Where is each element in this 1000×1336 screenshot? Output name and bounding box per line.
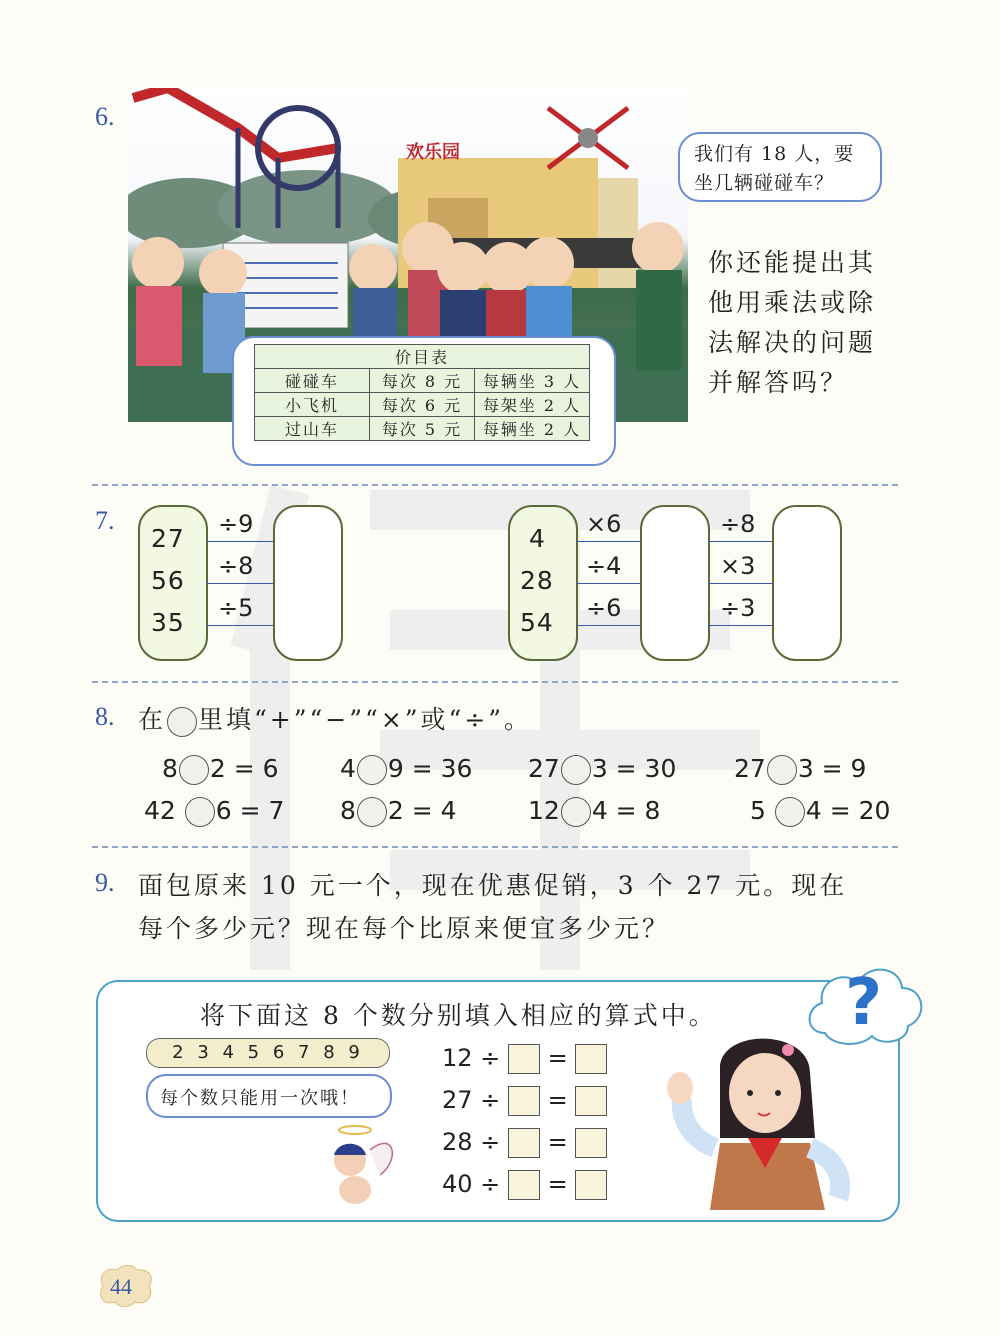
ride-capacity: 每辆坐 3 人 [475, 369, 590, 393]
question-mark: ? [845, 966, 883, 1040]
operation: ÷3 [720, 594, 756, 622]
divider [92, 484, 898, 486]
division-equation: 28 ÷ = [442, 1128, 607, 1158]
tip-text: 每个数只能用一次哦！ [160, 1088, 360, 1109]
page-number: 44 [110, 1274, 132, 1299]
speech-bubble [678, 132, 882, 202]
q6-line-2: 他用乘法或除 [708, 288, 877, 317]
answer-box[interactable] [575, 1086, 607, 1116]
question-9-line-1: 面包原来 10 元一个，现在优惠促销，3 个 27 元。现在 [138, 871, 848, 900]
number: 27 [151, 524, 185, 553]
q6-line-3: 法解决的问题 [708, 328, 877, 357]
answer-box[interactable] [508, 1128, 540, 1158]
question-9-number: 9. [95, 868, 115, 897]
division-equation: 12 ÷ = [442, 1044, 607, 1074]
equation: 4 9 = 36 [340, 754, 473, 783]
equation: 42 6 = 7 [144, 796, 285, 825]
equation: 5 4 = 20 [750, 796, 891, 825]
park-sign-text: 欢乐园 [406, 142, 460, 163]
puzzle-title: 将下面这 8 个数分别填入相应的算式中。 [200, 1001, 717, 1030]
table-row [255, 369, 590, 393]
operation: ÷4 [586, 552, 622, 580]
girl-waving-icon [660, 1028, 850, 1210]
ride-capacity: 每架坐 2 人 [475, 393, 590, 417]
table-row [255, 417, 590, 441]
operator-circle[interactable] [561, 797, 591, 827]
operation: ÷8 [720, 510, 756, 538]
tip-bubble [146, 1074, 392, 1118]
prompt-start: 在 [138, 705, 167, 734]
equation: 27 3 = 9 [734, 754, 867, 783]
q6-line-4: 并解答吗？ [708, 368, 849, 397]
divider [92, 681, 898, 683]
equation: 27 3 = 30 [528, 754, 677, 783]
answer-box[interactable] [575, 1128, 607, 1158]
operator-circle[interactable] [767, 755, 797, 785]
answer-oval[interactable] [640, 505, 710, 661]
operation: ×6 [586, 510, 622, 538]
ride-name: 小飞机 [255, 393, 370, 417]
answer-box[interactable] [508, 1086, 540, 1116]
answer-oval[interactable] [273, 505, 343, 661]
answer-oval[interactable] [772, 505, 842, 661]
operator-circle[interactable] [185, 797, 215, 827]
question-8-prompt [138, 700, 532, 737]
number: 56 [151, 566, 185, 595]
operation: ÷5 [218, 594, 254, 622]
answer-box[interactable] [508, 1044, 540, 1074]
operation: ×3 [720, 552, 756, 580]
ride-price: 每次 5 元 [370, 417, 475, 441]
prompt-end: 里填“+”“−”“×”或“÷”。 [198, 705, 533, 734]
answer-box[interactable] [575, 1044, 607, 1074]
number: 54 [520, 608, 554, 637]
operator-circle[interactable] [775, 797, 805, 827]
ride-price: 每次 8 元 [370, 369, 475, 393]
circle-sample [167, 707, 197, 737]
equation: 8 2 = 6 [162, 754, 279, 783]
price-table [254, 344, 590, 441]
bubble-line-2: 坐几辆碰碰车？ [694, 172, 835, 194]
question-6-text [708, 243, 876, 403]
operation: ÷8 [218, 552, 254, 580]
operator-circle[interactable] [357, 755, 387, 785]
answer-box[interactable] [575, 1170, 607, 1200]
price-table-title: 价目表 [255, 345, 590, 369]
ride-name: 碰碰车 [255, 369, 370, 393]
number: 28 [520, 566, 554, 595]
division-equation: 27 ÷ = [442, 1086, 607, 1116]
question-8-number: 8. [95, 702, 115, 731]
number: 4 [529, 524, 546, 553]
number: 35 [151, 608, 185, 637]
operator-circle[interactable] [357, 797, 387, 827]
answer-box[interactable] [508, 1170, 540, 1200]
table-row [255, 393, 590, 417]
equation: 8 2 = 4 [340, 796, 457, 825]
ride-name: 过山车 [255, 417, 370, 441]
bubble-line-1: 我们有 18 人，要 [694, 143, 855, 165]
operation: ÷9 [218, 510, 254, 538]
question-9-line-2: 每个多少元？现在每个比原来便宜多少元？ [138, 914, 671, 943]
divider [92, 846, 898, 848]
question-7-number: 7. [95, 506, 115, 535]
operator-circle[interactable] [561, 755, 591, 785]
operation: ÷6 [586, 594, 622, 622]
q6-line-1: 你还能提出其 [708, 248, 877, 277]
ride-capacity: 每辆坐 2 人 [475, 417, 590, 441]
digit-pool: 2 3 4 5 6 7 8 9 [146, 1038, 390, 1068]
angel-icon [310, 1120, 400, 1210]
ride-price: 每次 6 元 [370, 393, 475, 417]
division-equation: 40 ÷ = [442, 1170, 607, 1200]
operator-circle[interactable] [179, 755, 209, 785]
question-6-number: 6. [95, 102, 115, 131]
equation: 12 4 = 8 [528, 796, 661, 825]
